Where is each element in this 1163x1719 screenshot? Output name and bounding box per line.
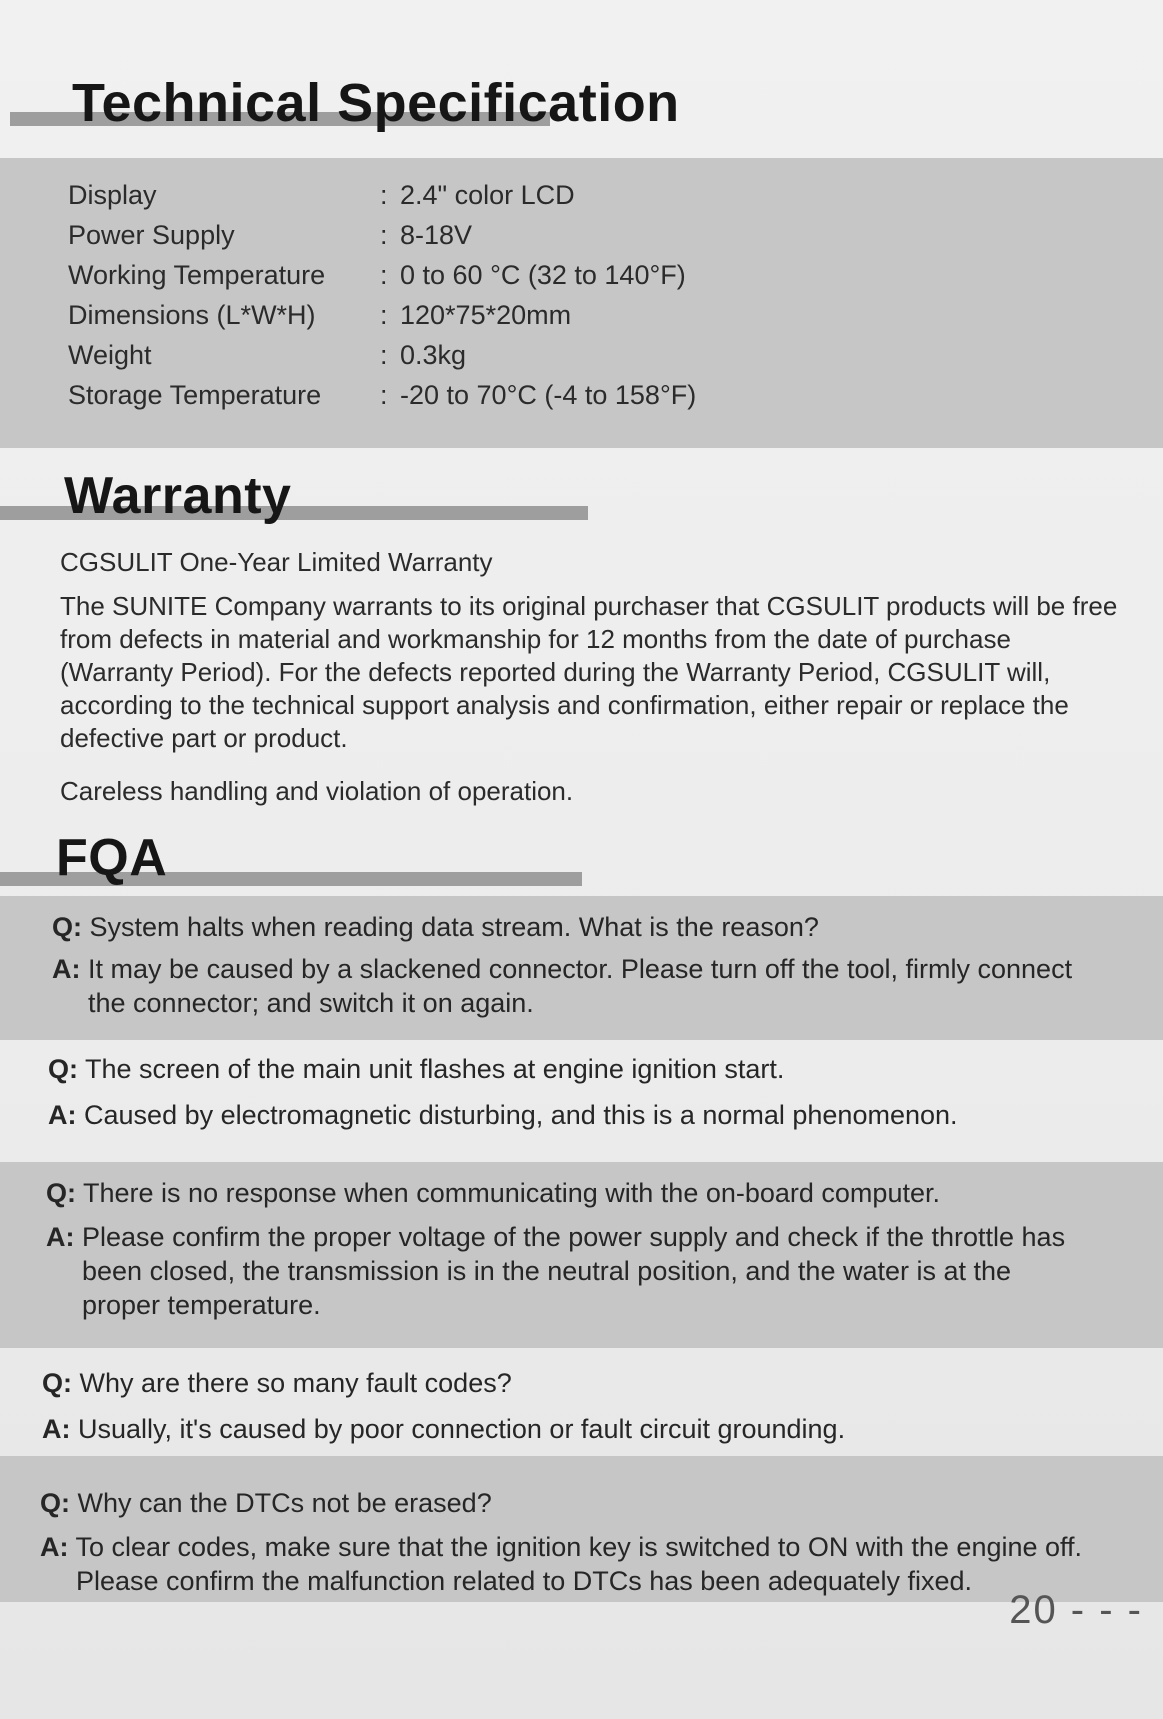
faq-answer: To clear codes, make sure that the ignition key is switched to ON with the engine off. Please confirm the malfunction related to DTCs has been adequately fixed. <box>75 1532 1083 1596</box>
spec-value: 120*75*20mm <box>400 300 572 330</box>
spec-row-storage-temperature <box>68 380 696 411</box>
warranty-note: Careless handling and violation of operation. <box>60 776 574 806</box>
faq-item <box>48 1052 1098 1132</box>
spec-separator: : <box>380 380 388 410</box>
spec-label: Power Supply <box>68 220 235 250</box>
spec-value: 0 to 60 °C (32 to 140°F) <box>400 260 686 290</box>
spec-separator: : <box>380 260 388 290</box>
faq-answer: Usually, it's caused by poor connection or fault circuit grounding. <box>78 1414 846 1444</box>
question-mark-label: Q: <box>46 1178 76 1208</box>
spec-value: 8-18V <box>400 220 473 250</box>
spec-label: Working Temperature <box>68 260 326 290</box>
answer-mark-label: A: <box>40 1532 69 1562</box>
spec-label: Dimensions (L*W*H) <box>68 300 316 330</box>
faq-question: Why are there so many fault codes? <box>79 1368 512 1398</box>
question-mark-label: Q: <box>48 1054 78 1084</box>
answer-mark-label: A: <box>46 1222 75 1252</box>
spec-separator: : <box>380 180 388 210</box>
question-mark-label: Q: <box>40 1488 70 1518</box>
warranty-title: Warranty <box>64 467 292 525</box>
faq-question: The screen of the main unit flashes at engine ignition start. <box>85 1054 785 1084</box>
spec-row-weight <box>68 340 466 371</box>
faq-item <box>42 1366 1092 1446</box>
spec-value: -20 to 70°C (-4 to 158°F) <box>400 380 697 410</box>
warranty-subtitle: CGSULIT One-Year Limited Warranty <box>60 547 493 577</box>
question-mark-label: Q: <box>42 1368 72 1398</box>
spec-row-power-supply <box>68 220 472 251</box>
spec-label: Storage Temperature <box>68 380 322 410</box>
warranty-body: The SUNITE Company warrants to its original purchaser that CGSULIT products will be free from defects in material and workmanship for 12 months from the date of purchase (Warranty Period). For the defects reported during the Warranty Period, CGSULIT will, according to the technical support analysis and confirmation, either repair or replace the defective part or product. <box>60 591 1118 753</box>
spec-separator: : <box>380 220 388 250</box>
spec-separator: : <box>380 340 388 370</box>
faq-item <box>46 1176 1096 1322</box>
spec-row-working-temperature <box>68 260 686 291</box>
faq-question: System halts when reading data stream. What is the reason? <box>89 912 819 942</box>
spec-row-display <box>68 180 575 211</box>
faq-question: There is no response when communicating with the on-board computer. <box>83 1178 940 1208</box>
answer-mark-label: A: <box>48 1100 77 1130</box>
faq-answer: Caused by electromagnetic disturbing, and this is a normal phenomenon. <box>84 1100 958 1130</box>
faq-question: Why can the DTCs not be erased? <box>77 1488 492 1518</box>
spec-value: 2.4" color LCD <box>400 180 575 210</box>
faq-title: FQA <box>56 829 168 887</box>
faq-answer: Please confirm the proper voltage of the power supply and check if the throttle has been closed, the transmission is in the neutral position, and the water is at the proper temperature. <box>82 1222 1066 1320</box>
question-mark-label: Q: <box>52 912 82 942</box>
spec-separator: : <box>380 300 388 330</box>
spec-title: Technical Specification <box>72 73 680 133</box>
spec-row-dimensions <box>68 300 571 331</box>
faq-answer: It may be caused by a slackened connector. Please turn off the tool, firmly connect the connector; and switch it on again. <box>88 954 1073 1018</box>
answer-mark-label: A: <box>42 1414 71 1444</box>
spec-value: 0.3kg <box>400 340 467 370</box>
page-number: 20 - - - <box>1009 1588 1143 1632</box>
faq-item <box>52 910 1102 1020</box>
faq-item <box>40 1486 1090 1598</box>
answer-mark-label: A: <box>52 954 81 984</box>
spec-label: Weight <box>68 340 152 370</box>
spec-label: Display <box>68 180 157 210</box>
